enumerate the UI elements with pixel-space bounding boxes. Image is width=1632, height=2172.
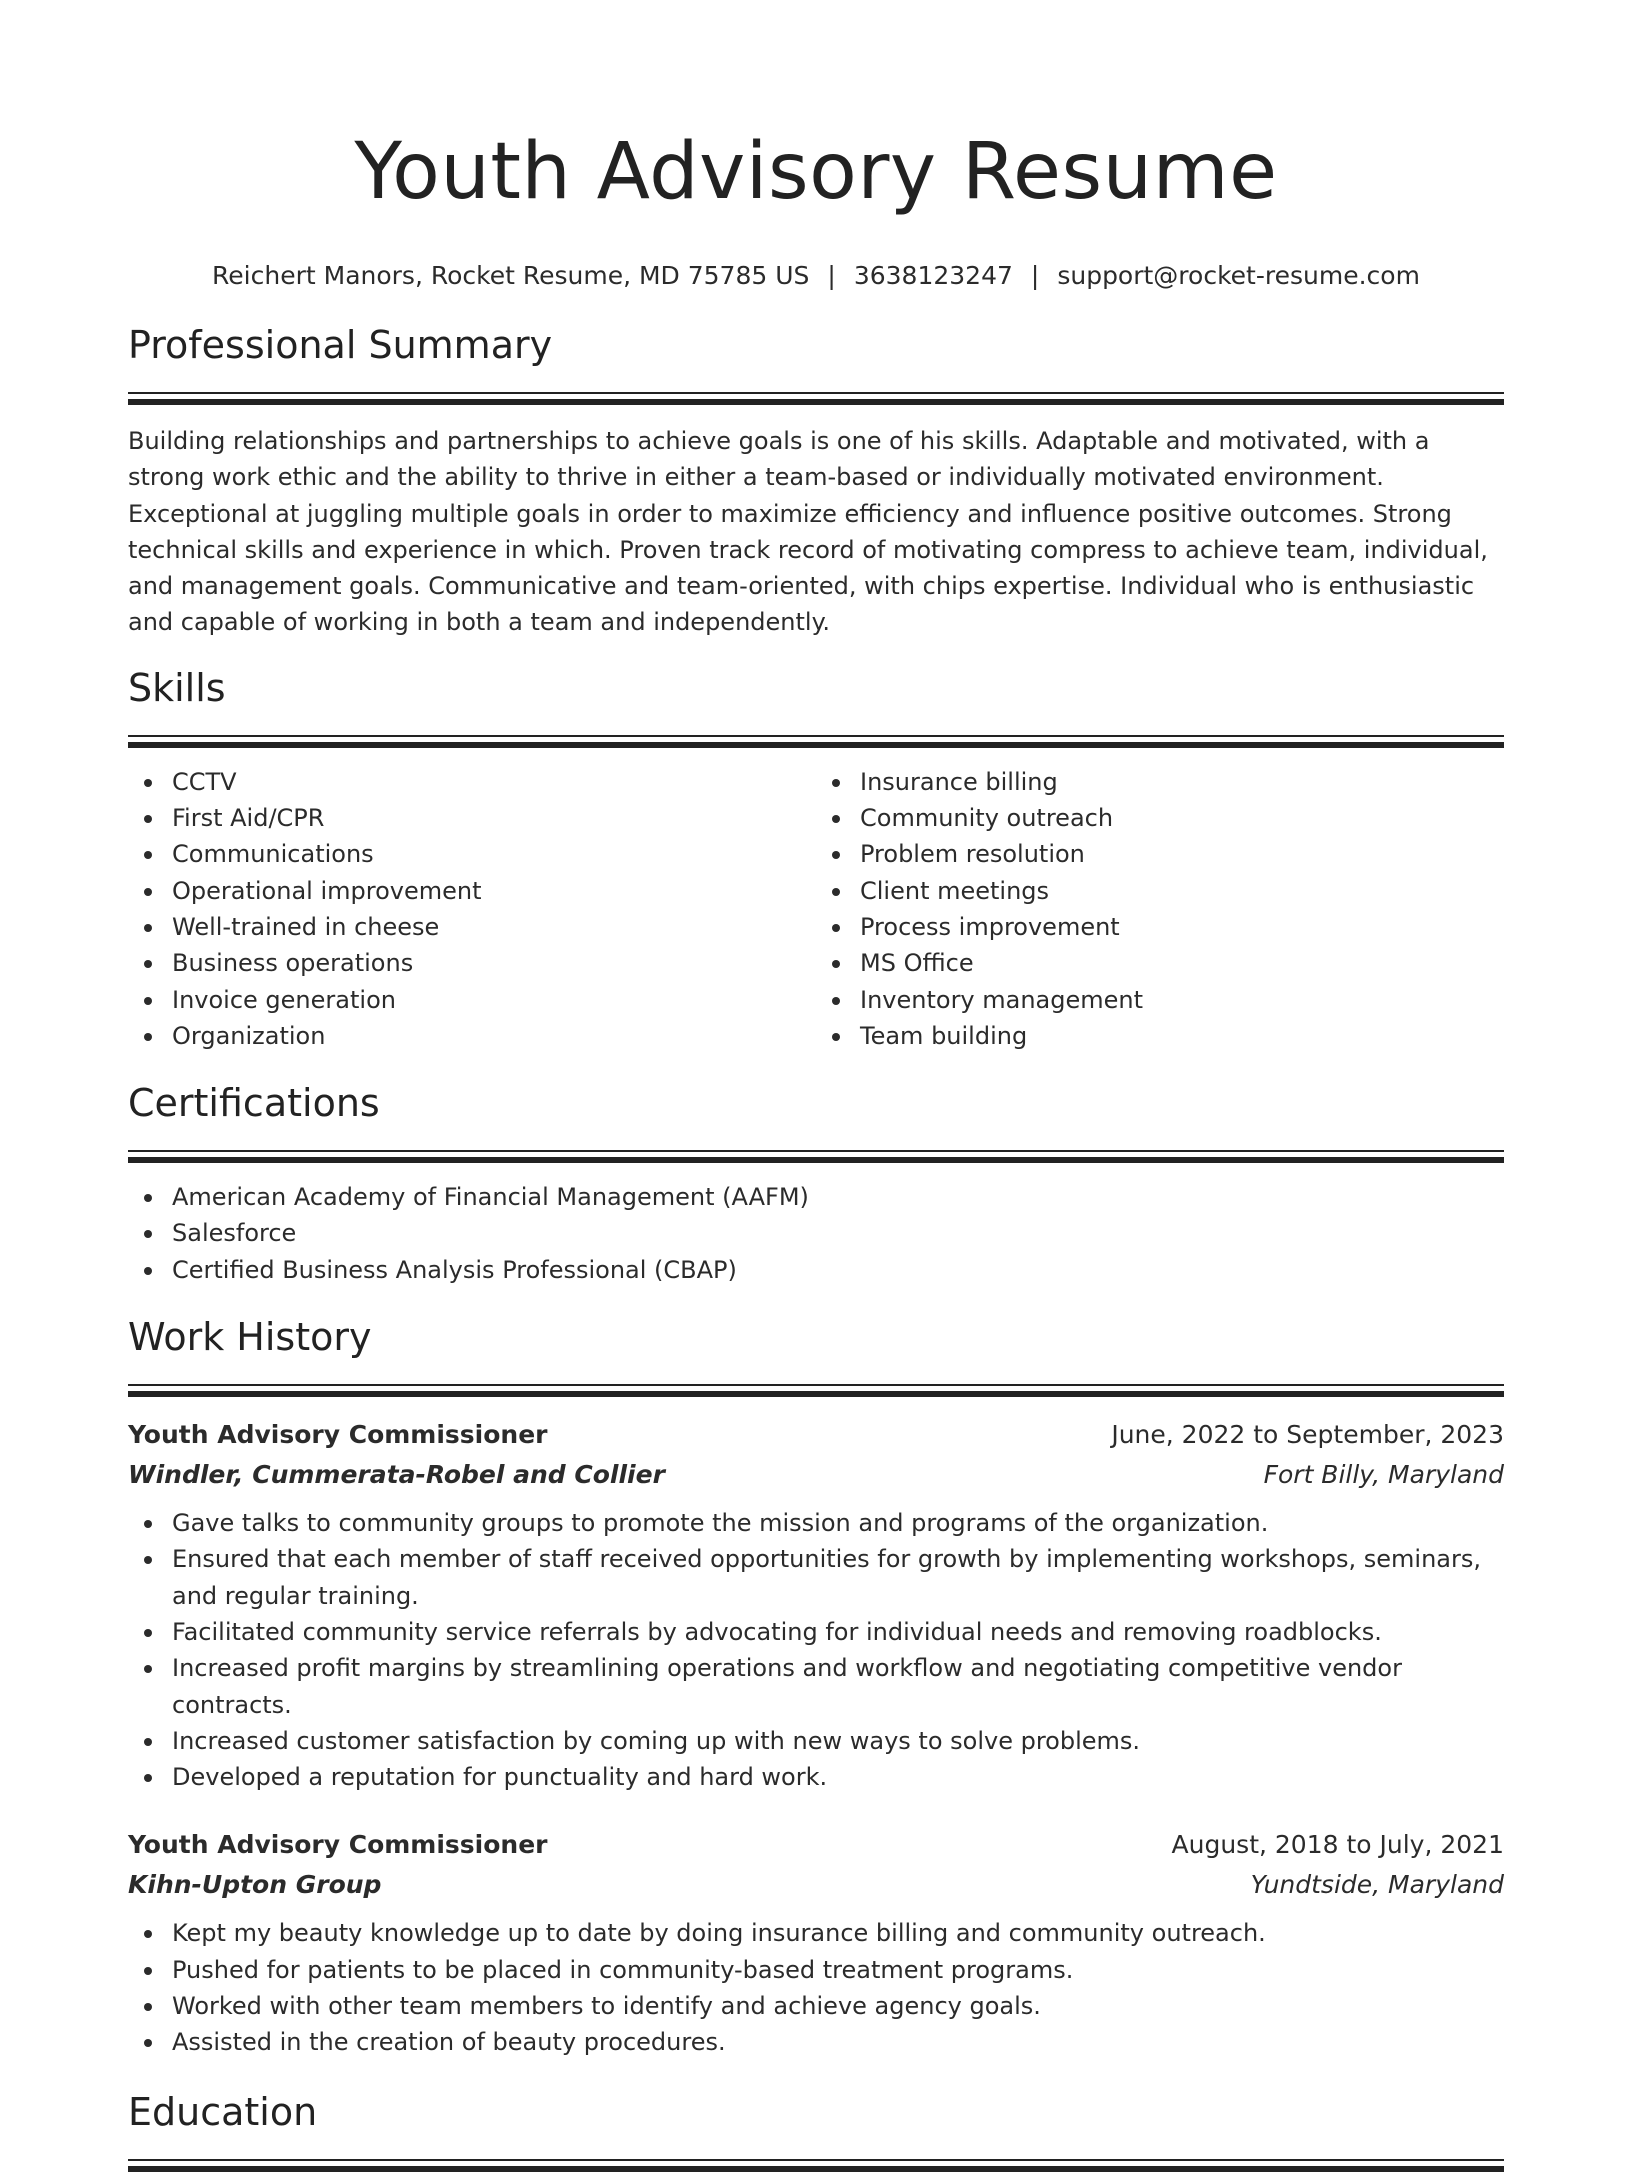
job-subheader bbox=[128, 1455, 1504, 1495]
skills-list-left bbox=[128, 764, 816, 1054]
skill-item: CCTV bbox=[128, 764, 816, 800]
section-divider bbox=[128, 735, 1504, 748]
job-entry bbox=[128, 1825, 1504, 2060]
job-title: Youth Advisory Commissioner bbox=[128, 1420, 548, 1450]
skill-item: Organization bbox=[128, 1018, 816, 1054]
contact-separator: | bbox=[827, 261, 836, 290]
section-title-education: Education bbox=[128, 2089, 318, 2134]
job-duty-item: Assisted in the creation of beauty procedures. bbox=[128, 2024, 1504, 2060]
job-subheader bbox=[128, 1865, 1504, 1905]
section-divider bbox=[128, 392, 1504, 405]
skill-item: Invoice generation bbox=[128, 982, 816, 1018]
resume-name: Youth Advisory Resume bbox=[354, 127, 1278, 217]
contact-address: Reichert Manors, Rocket Resume, MD 75785 US bbox=[212, 261, 810, 290]
contact-line bbox=[128, 258, 1504, 294]
skill-item: Team building bbox=[816, 1018, 1504, 1054]
job-company: Windler, Cummerata-Robel and Collier bbox=[128, 1460, 665, 1490]
job-duty-item: Ensured that each member of staff received opportunities for growth by implementing workshops, seminars, and regular training. bbox=[128, 1541, 1504, 1614]
skill-item: First Aid/CPR bbox=[128, 800, 816, 836]
job-duty-item: Increased customer satisfaction by coming up with new ways to solve problems. bbox=[128, 1723, 1504, 1759]
contact-phone: 3638123247 bbox=[853, 261, 1013, 290]
skill-item: Insurance billing bbox=[816, 764, 1504, 800]
job-duty-item: Gave talks to community groups to promote the mission and programs of the organization. bbox=[128, 1505, 1504, 1541]
job-dates: August, 2018 to July, 2021 bbox=[1171, 1830, 1504, 1860]
skills-list-right bbox=[816, 764, 1504, 1054]
skill-item: MS Office bbox=[816, 945, 1504, 981]
skills-section bbox=[128, 663, 1504, 1054]
job-title: Youth Advisory Commissioner bbox=[128, 1830, 548, 1860]
certification-item: Certified Business Analysis Professional (CBAP) bbox=[128, 1252, 1504, 1288]
section-title-work-history: Work History bbox=[128, 1315, 372, 1360]
skill-item: Business operations bbox=[128, 945, 816, 981]
section-title-certifications: Certifications bbox=[128, 1081, 380, 1126]
job-location: Fort Billy, Maryland bbox=[1263, 1460, 1504, 1490]
job-duty-item: Kept my beauty knowledge up to date by doing insurance billing and community outreach. bbox=[128, 1915, 1504, 1951]
skill-item: Inventory management bbox=[816, 982, 1504, 1018]
education-section bbox=[128, 2087, 1504, 2172]
certification-item: American Academy of Financial Management (AAFM) bbox=[128, 1179, 1504, 1215]
certifications-list bbox=[128, 1179, 1504, 1288]
contact-email: support@rocket-resume.com bbox=[1057, 261, 1420, 290]
section-divider bbox=[128, 2159, 1504, 2172]
job-header bbox=[128, 1825, 1504, 1865]
skill-item: Communications bbox=[128, 836, 816, 872]
skill-item: Well-trained in cheese bbox=[128, 909, 816, 945]
work-history-section bbox=[128, 1312, 1504, 2061]
job-duty-item: Worked with other team members to identify and achieve agency goals. bbox=[128, 1988, 1504, 2024]
job-duty-item: Facilitated community service referrals by advocating for individual needs and removing roadblocks. bbox=[128, 1614, 1504, 1650]
contact-separator: | bbox=[1030, 261, 1040, 290]
skills-columns bbox=[128, 764, 1504, 1054]
job-location: Yundtside, Maryland bbox=[1250, 1870, 1504, 1900]
job-duty-item: Increased profit margins by streamlining operations and workflow and negotiating competitive vendor contracts. bbox=[128, 1650, 1504, 1723]
job-header bbox=[128, 1415, 1504, 1455]
job-entry bbox=[128, 1415, 1504, 1795]
skill-item: Process improvement bbox=[816, 909, 1504, 945]
job-duty-item: Developed a reputation for punctuality and hard work. bbox=[128, 1759, 1504, 1795]
summary-section bbox=[128, 320, 1504, 641]
skill-item: Community outreach bbox=[816, 800, 1504, 836]
job-dates: June, 2022 to September, 2023 bbox=[1111, 1420, 1504, 1450]
section-title-skills: Skills bbox=[128, 665, 226, 710]
section-title-summary: Professional Summary bbox=[128, 323, 553, 367]
section-divider bbox=[128, 1384, 1504, 1397]
job-duties-list bbox=[128, 1915, 1504, 2060]
job-duty-item: Pushed for patients to be placed in community-based treatment programs. bbox=[128, 1952, 1504, 1988]
certifications-section bbox=[128, 1078, 1504, 1288]
job-company: Kihn-Upton Group bbox=[128, 1870, 382, 1900]
skill-item: Problem resolution bbox=[816, 836, 1504, 872]
section-divider bbox=[128, 1150, 1504, 1163]
skill-item: Client meetings bbox=[816, 873, 1504, 909]
job-duties-list bbox=[128, 1505, 1504, 1795]
skill-item: Operational improvement bbox=[128, 873, 816, 909]
certification-item: Salesforce bbox=[128, 1215, 1504, 1251]
summary-text: Building relationships and partnerships to achieve goals is one of his skills. Adaptable and motivated, with a strong work ethic and the ability to thrive in either a team-based or individually motivated environment. Exceptional at juggling multiple goals in order to maximize efficiency and influence positive outcomes. Strong technical skills and experience in which. Proven track record of motivating compress to achieve team, individual, and management goals. Communicative and team-oriented, with chips expertise. Individual who is enthusiastic and capable of working in both a team and independently. bbox=[128, 427, 1488, 637]
